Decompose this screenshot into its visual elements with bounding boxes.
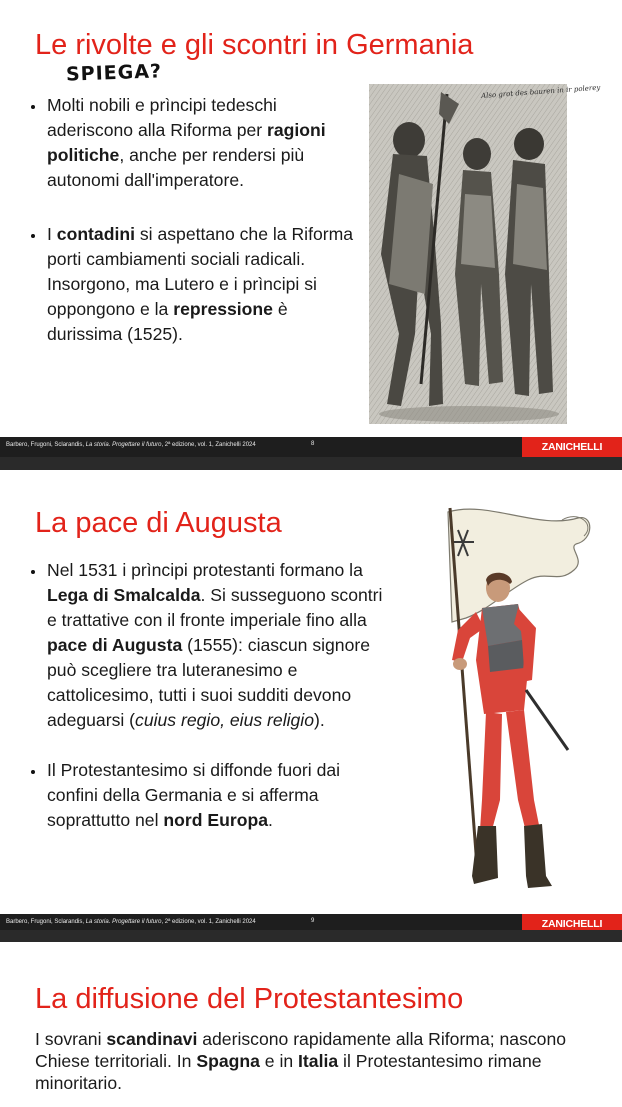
text-run: Molti nobili e prìncipi tedeschi aderiscono alla Riforma per <box>47 95 277 140</box>
slide-3 <box>0 942 622 1107</box>
slide-1-title: Le rivolte e gli scontri in Germania <box>35 29 474 61</box>
citation-authors: Barbero, Frugoni, Sclarandis, <box>6 919 86 925</box>
text-run: e in <box>259 1051 299 1071</box>
bold-text-run: pace di Augusta <box>47 635 183 655</box>
slide-2-bullets <box>29 558 394 858</box>
zanichelli-logo: ZANICHELLI <box>522 437 622 457</box>
citation-book-title: La storia. Progettare il futuro <box>85 919 162 925</box>
slide-3-paragraph <box>35 1028 575 1094</box>
citation-edition: , 2ª edizione, vol. 1, Zanichelli 2024 <box>161 442 256 448</box>
bold-text-run: scandinavi <box>106 1029 198 1049</box>
zanichelli-logo: ZANICHELLI <box>522 914 622 934</box>
citation-edition: , 2ª edizione, vol. 1, Zanichelli 2024 <box>161 919 256 925</box>
citation-authors: Barbero, Frugoni, Sclarandis, <box>6 442 86 448</box>
citation-text <box>6 919 256 925</box>
text-run: I sovrani <box>35 1029 107 1049</box>
slide-3-title: La diffusione del Protestantesimo <box>35 983 464 1015</box>
text-run: I <box>47 224 57 244</box>
standard-bearer-image <box>418 500 598 910</box>
bullet-item <box>29 222 359 347</box>
text-run: è durissima (1525). <box>47 299 288 344</box>
engraving-inscription: Also grot des bauren in ir polerey <box>480 83 601 100</box>
text-run: (1555): ciascun signore può scegliere tra luteranesimo e cattolicesimo, tutti i suoi sudditi devono adeguarsi ( <box>47 635 371 730</box>
italic-text-run: cuius regio, eius religio <box>135 710 314 730</box>
slide-2 <box>0 470 622 930</box>
page-number: 8 <box>311 441 315 447</box>
bold-text-run: Lega di Smalcalda <box>47 585 201 605</box>
citation-text <box>6 442 256 448</box>
text-run: aderiscono rapidamente alla Riforma; nascono Chiese territoriali. In <box>35 1029 567 1071</box>
bold-text-run: repressione <box>173 299 273 319</box>
text-run: si aspettano che la Riforma porti cambiamenti sociali radicali. Insorgono, ma Lutero e i prìncipi si oppongono e la <box>47 224 354 319</box>
page-number: 9 <box>311 918 315 924</box>
text-run: il Protestantesimo rimane minoritario. <box>35 1051 542 1093</box>
slide-separator <box>0 930 622 942</box>
citation-book-title: La storia. Progettare il futuro <box>85 442 162 448</box>
bold-text-run: Italia <box>298 1051 339 1071</box>
slide-2-title: La pace di Augusta <box>35 507 282 539</box>
text-run: Nel 1531 i prìncipi protestanti formano la <box>47 560 363 580</box>
text-run: . <box>267 810 273 830</box>
text-run: . Si susseguono scontri e trattative con il fronte imperiale fino alla <box>47 585 383 630</box>
slide-1-bullets <box>29 93 359 372</box>
text-run: , anche per rendersi più autonomi dall'imperatore. <box>47 145 305 190</box>
bullet-item <box>29 558 394 733</box>
slide-1-footer <box>0 437 622 457</box>
bold-text-run: contadini <box>56 224 135 244</box>
bold-text-run: Spagna <box>196 1051 260 1071</box>
peasants-engraving-image <box>369 83 601 424</box>
slide-separator <box>0 457 622 470</box>
bold-text-run: nord Europa <box>163 810 268 830</box>
text-run: ). <box>314 710 325 730</box>
bullet-item <box>29 758 394 833</box>
bold-text-run: ragioni politiche <box>47 120 326 165</box>
slide-1 <box>0 0 622 470</box>
text-run: Il Protestantesimo si diffonde fuori dai confini della Germania e si afferma soprattutto nel <box>47 760 341 830</box>
handwritten-note: SPIEGA? <box>65 60 163 86</box>
bullet-item <box>29 93 359 193</box>
